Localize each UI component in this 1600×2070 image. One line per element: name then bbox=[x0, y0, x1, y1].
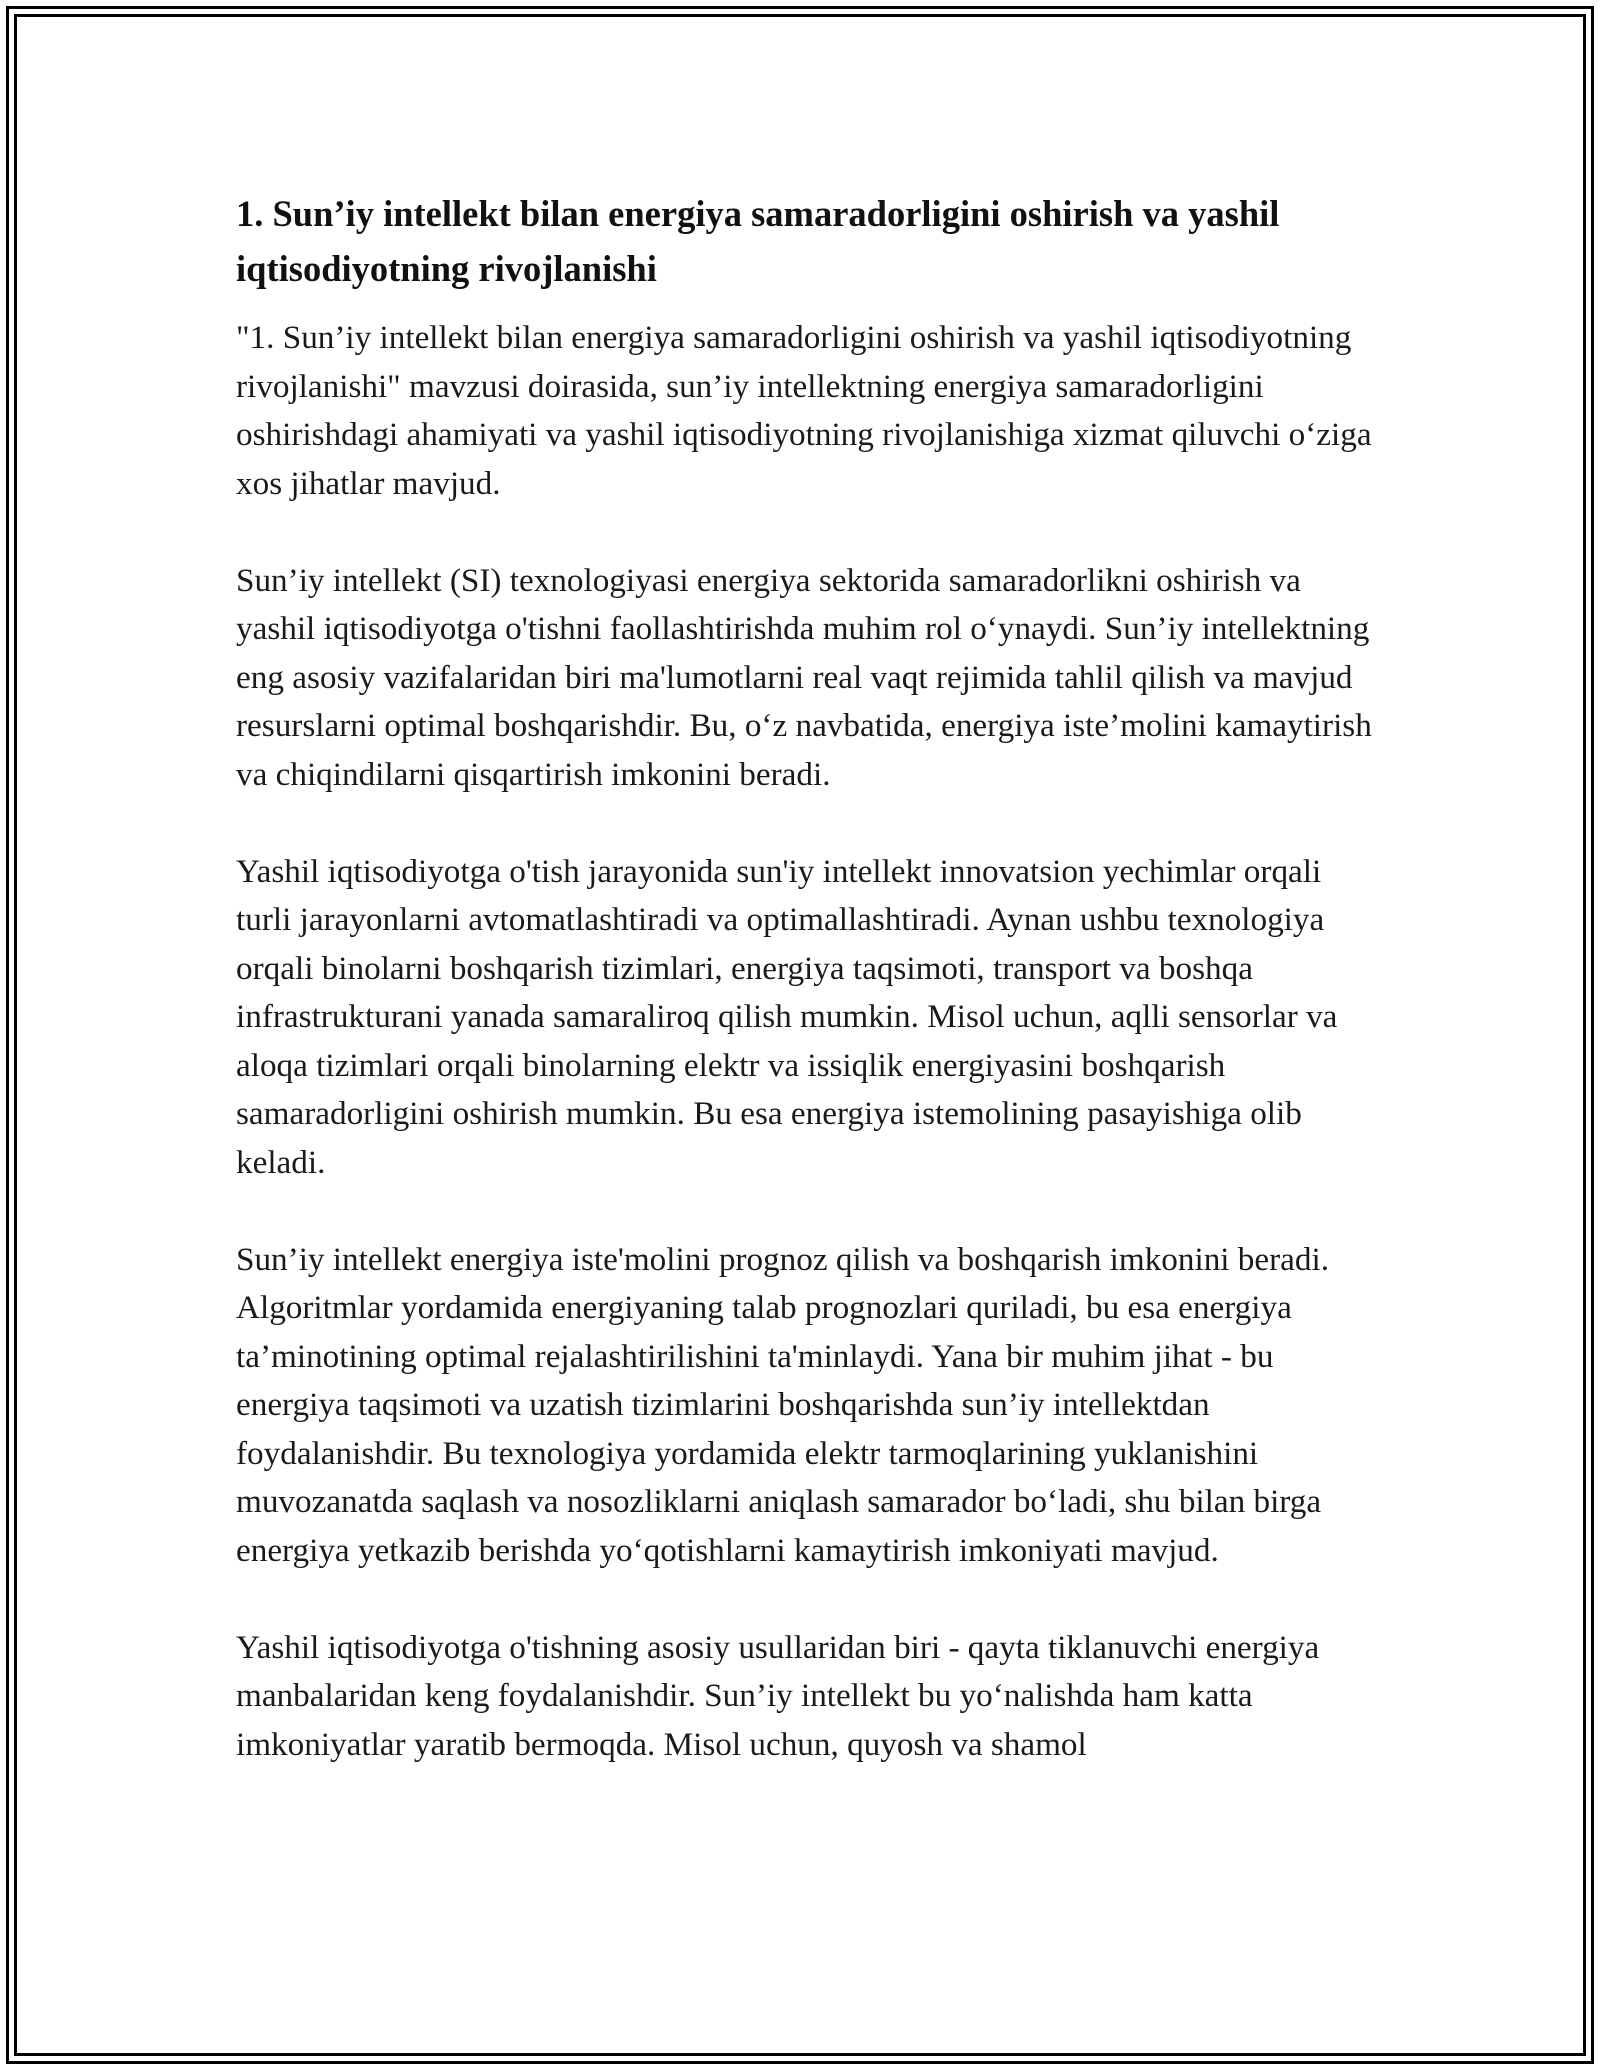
paragraph-green-transition: Yashil iqtisodiyotga o'tish jarayonida sun'iy intellekt innovatsion yechimlar orqali turli jarayonlarni avtomatlashtiradi va optimallashtiradi. Aynan ushbu texnologiya orqali binolarni boshqarish tizimlari, energiya taqsimoti, transport va boshqa infrastrukturani yanada samaraliroq qilish mumkin. Misol uchun, aqlli sensorlar va aloqa tizimlari orqali binolarning elektr va issiqlik energiyasini boshqarish samaradorligini oshirish mumkin. Bu esa energiya istemolining pasayishiga olib keladi. bbox=[236, 852, 1338, 1181]
document-heading: 1. Sun’iy intellekt bilan energiya samaradorligini oshirish va yashil iqtisodiyotning rivojlanishi bbox=[236, 193, 1280, 289]
paragraph-intro: "1. Sun’iy intellekt bilan energiya samaradorligini oshirish va yashil iqtisodiyotning rivojlanishi" mavzusi doirasida, sun’iy intellektning energiya samaradorligini oshirishdagi ahamiyati va yashil iqtisodiyotning rivojlanishiga xizmat qiluvchi o‘ziga xos jihatlar mavjud. bbox=[236, 319, 1372, 502]
document-body bbox=[236, 186, 1376, 1769]
paragraph-renewables: Yashil iqtisodiyotga o'tishning asosiy usullaridan biri - qayta tiklanuvchi energiya manbalaridan keng foydalanishdir. Sun’iy intellekt bu yo‘nalishda ham katta imkoniyatlar yaratib bermoqda. Misol uchun, quyosh va shamol bbox=[236, 1628, 1320, 1763]
paragraph-ai-energy-sector: Sun’iy intellekt (SI) texnologiyasi energiya sektorida samaradorlikni oshirish va yashil iqtisodiyotga o'tishni faollashtirishda muhim rol o‘ynaydi. Sun’iy intellektning eng asosiy vazifalaridan biri ma'lumotlarni real vaqt rejimida tahlil qilish va mavjud resurslarni optimal boshqarishdir. Bu, o‘z navbatida, energiya iste’molini kamaytirish va chiqindilarni qisqartirish imkonini beradi. bbox=[236, 561, 1372, 793]
paragraph-forecasting: Sun’iy intellekt energiya iste'molini prognoz qilish va boshqarish imkonini beradi. Algoritmlar yordamida energiyaning talab prognozlari quriladi, bu esa energiya ta’minotining optimal rejalashtirilishini ta'minlaydi. Yana bir muhim jihat - bu energiya taqsimoti va uzatish tizimlarini boshqarishda sun’iy intellektdan foydalanishdir. Bu texnologiya yordamida elektr tarmoqlarining yuklanishini muvozanatda saqlash va nosozliklarni aniqlash samarador bo‘ladi, shu bilan birga energiya yetkazib berishda yo‘qotishlarni kamaytirish imkoniyati mavjud. bbox=[236, 1240, 1330, 1569]
